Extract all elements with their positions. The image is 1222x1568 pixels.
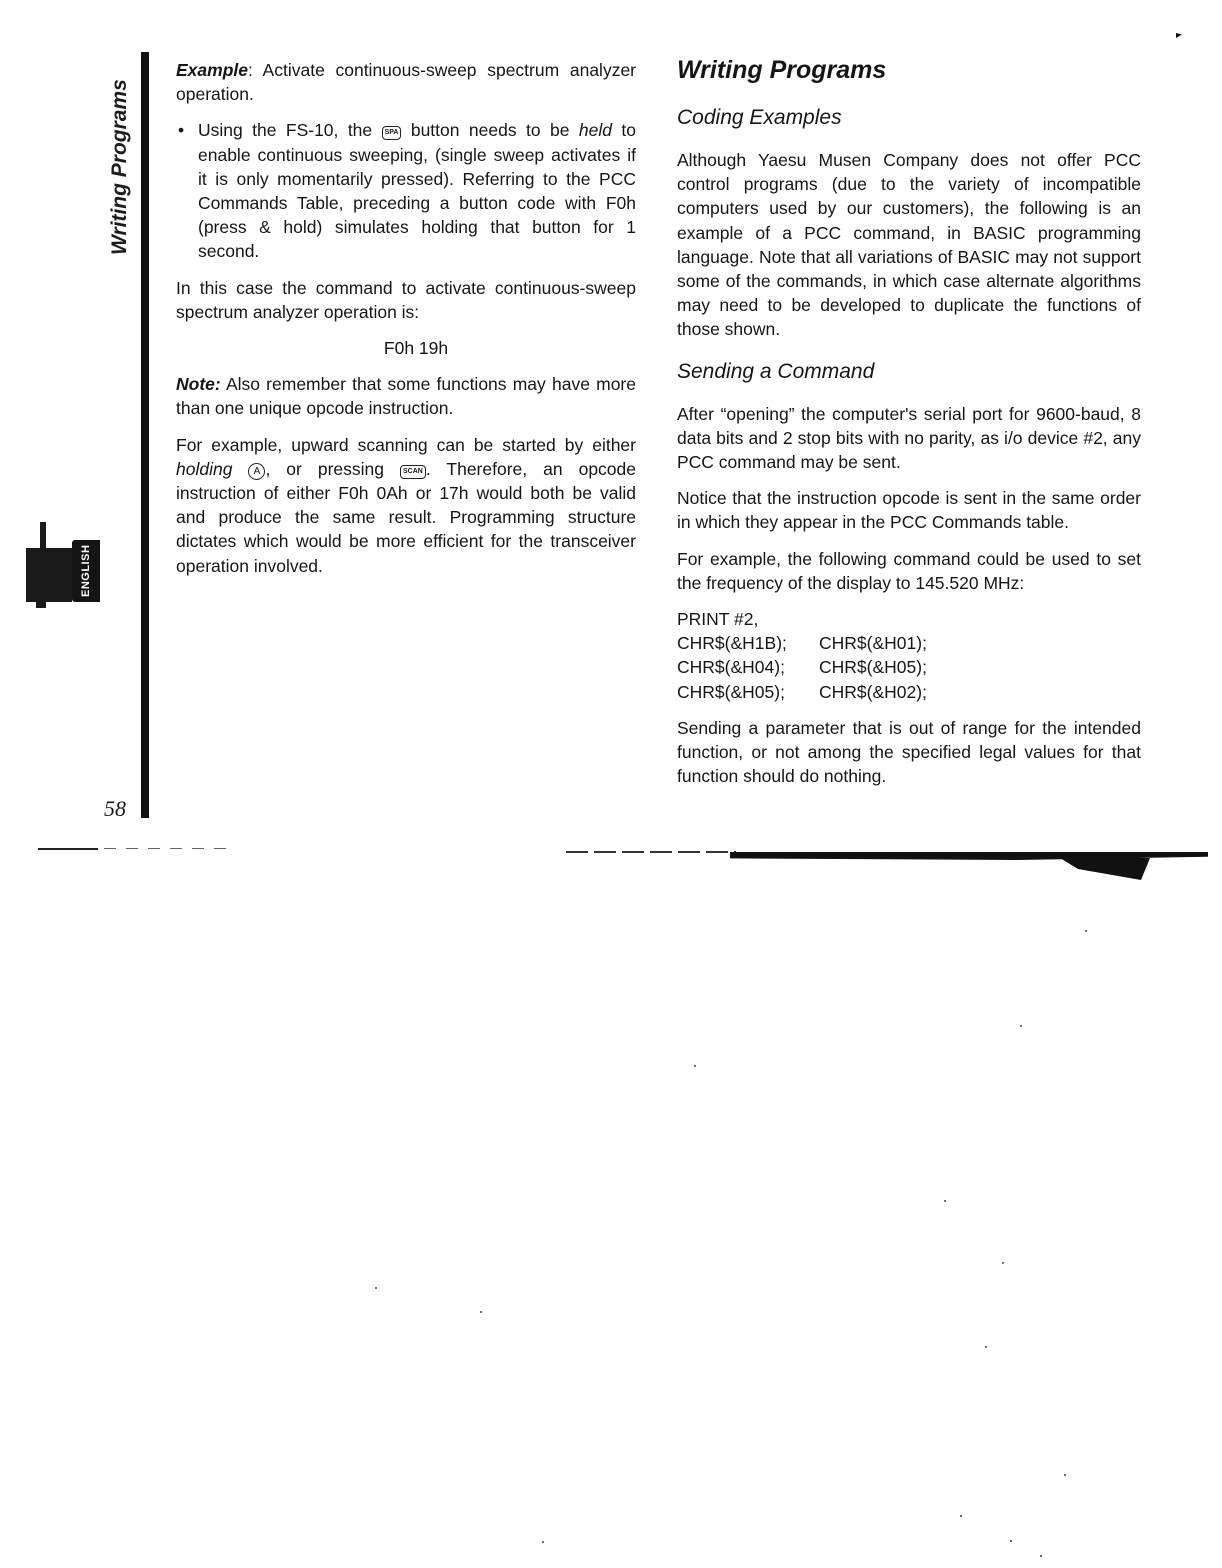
subheading-sending-command: Sending a Command (677, 359, 875, 383)
scan-speck (960, 1515, 962, 1517)
scan-speck (480, 1311, 482, 1313)
opening-paragraph: After “opening” the computer's serial port for 9600-baud, 8 data bits and 2 stop bits with no parity, as i/o device #2, any PCC command may be sent. (677, 403, 1141, 473)
left-column (176, 58, 636, 590)
code-row (677, 680, 1141, 704)
bullet-item (176, 118, 636, 263)
out-of-range-paragraph: Sending a parameter that is out of range for the intended function, or not among the specified legal values for that function should do nothing. (677, 717, 1141, 787)
case-paragraph: In this case the command to activate continuous-sweep spectrum analyzer operation is: (176, 277, 636, 322)
bullet-text-1: Using the FS-10, the (198, 120, 382, 141)
spa-button-icon: SPA (382, 126, 402, 140)
bullet-dot-icon: • (178, 120, 185, 141)
scan-speck (1085, 930, 1087, 932)
scan-speck (375, 1287, 377, 1289)
scan-speck (694, 1065, 696, 1067)
scan-speck (944, 1200, 946, 1202)
scan-smudge-block (26, 548, 72, 602)
command-line: F0h 19h (383, 338, 449, 359)
section-title-vertical: Writing Programs (108, 79, 131, 255)
page-heading: Writing Programs (677, 56, 887, 84)
bullet-text-2: button needs to be (401, 120, 579, 141)
code-cell: CHR$(&H05); (819, 657, 927, 678)
margin-bar (141, 52, 149, 818)
right-column (677, 54, 1141, 800)
code-cell: CHR$(&H01); (819, 633, 927, 654)
example2-holding: holding (176, 458, 233, 479)
scan-speck (985, 1346, 987, 1348)
bottom-dash-left (104, 848, 234, 849)
code-cell: CHR$(&H1B); (677, 633, 787, 654)
intro-paragraph: Although Yaesu Musen Company does not offer PCC control programs (due to the variety of incompatible computers used by our customers), the following is an example of a PCC command, in BASIC programming language. Note that all variations of BASIC may not support some of the commands, in which case alternate algorithms may need to be developed to duplicate the functions of those shown. (677, 150, 1141, 340)
example2-text-3: . Therefore, an opcode instruction of either F0h 0Ah or 17h would both be valid and produce the same result. Programming structure dictates which would be more efficient for the transceiver operation involved. (176, 458, 636, 576)
bullet-held: held (578, 120, 612, 141)
code-cell: CHR$(&H02); (819, 681, 927, 702)
a-button-icon: A (248, 463, 265, 480)
example2-text-2: , or pressing (265, 458, 401, 479)
bottom-dash-right (566, 851, 736, 853)
scan-speck (1040, 1555, 1042, 1557)
bottom-rule-left (38, 848, 98, 850)
code-line-print: PRINT #2, (677, 609, 759, 630)
code-row (677, 655, 1141, 679)
corner-mark (1176, 33, 1182, 38)
scan-speck (542, 1541, 544, 1543)
opcode-order-paragraph: Notice that the instruction opcode is sent in the same order in which they appear in the PCC Commands table. (677, 488, 1141, 533)
page-number: 58 (104, 796, 126, 821)
scan-smudge-bottom (36, 600, 46, 608)
scan-speck (1064, 1474, 1066, 1476)
frequency-example-paragraph: For example, the following command could be used to set the frequency of the display to 145.520 MHz: (677, 548, 1141, 593)
example2-paragraph (176, 433, 636, 578)
code-cell: CHR$(&H04); (677, 657, 785, 678)
note-text: Also remember that some functions may have more than one unique opcode instruction. (176, 374, 636, 419)
language-tab (72, 540, 100, 602)
code-cell: CHR$(&H05); (677, 681, 785, 702)
example-label: Example (176, 60, 248, 80)
scan-shadow-tail (1060, 858, 1150, 880)
code-row (677, 631, 1141, 655)
note-label: Note: (176, 374, 221, 395)
scan-button-icon: SCAN (400, 465, 426, 479)
example-text: : Activate continuous-sweep spectrum analyzer operation. (176, 60, 636, 105)
example-paragraph (176, 58, 636, 106)
note-paragraph (176, 372, 636, 420)
code-block (677, 607, 1141, 704)
bullet-text-3: to enable continuous sweeping, (single sweep activates if it is only momentarily pressed). Referring to the PCC Commands Table, preceding a button code with F0h (press & hold) simulates holding that button for 1 second. (198, 120, 636, 262)
example2-text-1: For example, upward scanning can be started by either (176, 434, 636, 455)
scan-speck (1010, 1540, 1012, 1542)
scan-speck (1002, 1262, 1004, 1264)
scan-speck (1020, 1025, 1022, 1027)
language-tab-label: ENGLISH (80, 544, 92, 598)
subheading-coding-examples: Coding Examples (677, 106, 842, 129)
